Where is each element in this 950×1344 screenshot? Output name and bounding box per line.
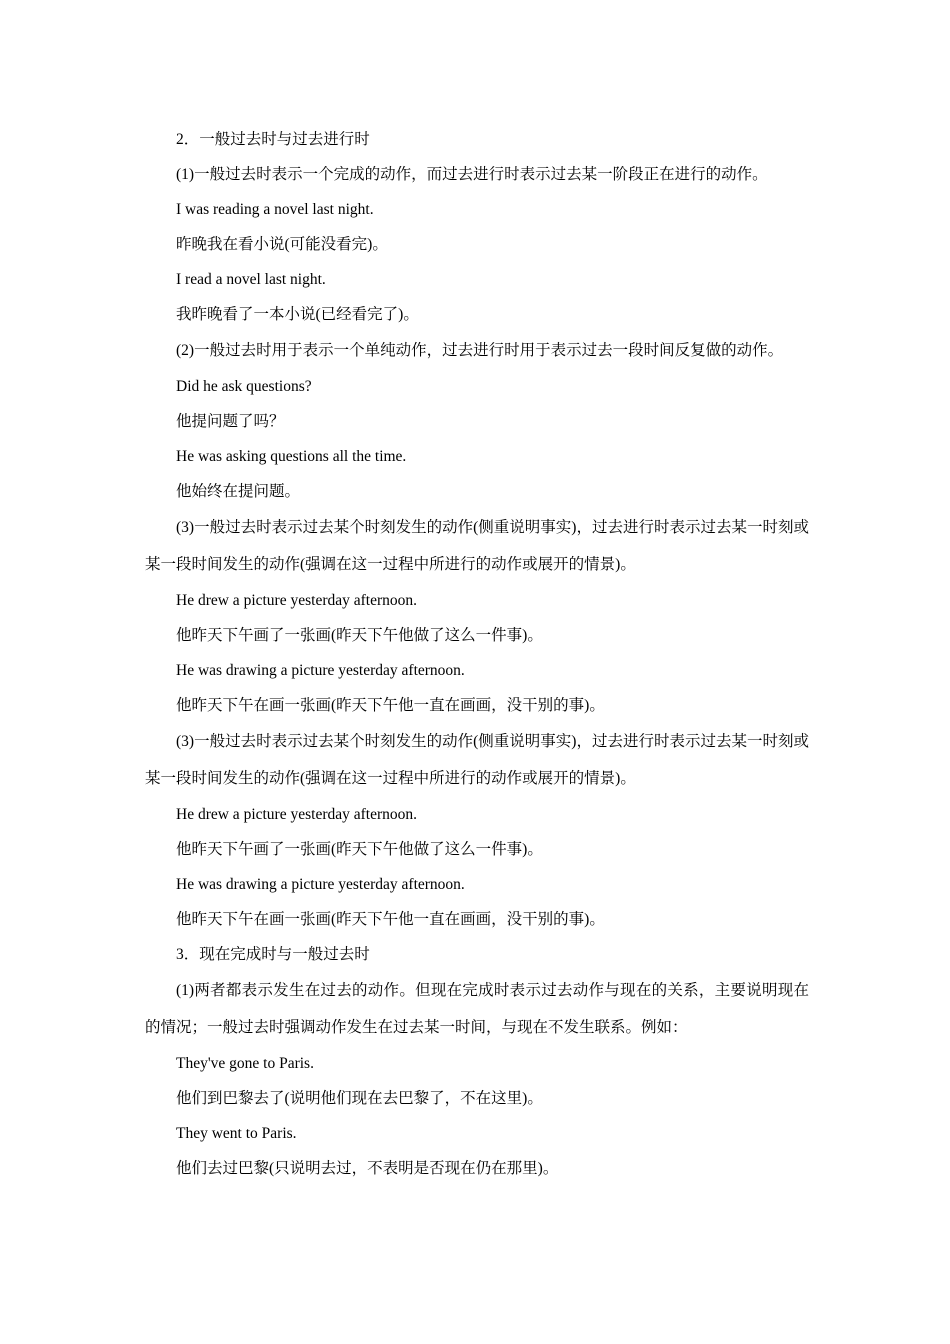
grammar-point: (2)一般过去时用于表示一个单纯动作，过去进行时用于表示过去一段时间反复做的动作。 <box>176 342 784 359</box>
example-english: I read a novel last night. <box>176 271 326 288</box>
example-chinese: 我昨晚看了一本小说(已经看完了)。 <box>176 306 419 323</box>
grammar-point: (1)两者都表示发生在过去的动作。但现在完成时表示过去动作与现在的关系，主要说明现在的情况；一般过去时强调动作发生在过去某一时间，与现在不发生联系。例如： <box>145 982 809 1036</box>
example-english: He drew a picture yesterday afternoon. <box>176 806 417 823</box>
example-chinese: 他昨天下午画了一张画(昨天下午他做了这么一件事)。 <box>176 841 543 858</box>
document-body <box>145 122 809 1186</box>
example-chinese: 他提问题了吗？ <box>176 413 285 430</box>
example-english: They went to Paris. <box>176 1125 297 1142</box>
example-english: He drew a picture yesterday afternoon. <box>176 592 417 609</box>
grammar-point: (1)一般过去时表示一个完成的动作，而过去进行时表示过去某一阶段正在进行的动作。 <box>176 166 768 183</box>
example-english: Did he ask questions? <box>176 378 312 395</box>
example-chinese: 他昨天下午在画一张画(昨天下午他一直在画画，没干别的事)。 <box>176 911 605 928</box>
section-heading: 2．一般过去时与过去进行时 <box>176 131 370 148</box>
example-chinese: 他们去过巴黎(只说明去过，不表明是否现在仍在那里)。 <box>176 1160 559 1177</box>
example-english: They've gone to Paris. <box>176 1055 314 1072</box>
example-chinese: 他昨天下午画了一张画(昨天下午他做了这么一件事)。 <box>176 627 543 644</box>
example-english: He was asking questions all the time. <box>176 448 407 465</box>
example-chinese: 他们到巴黎去了(说明他们现在去巴黎了，不在这里)。 <box>176 1090 543 1107</box>
example-english: He was drawing a picture yesterday afternoon. <box>176 662 465 679</box>
example-chinese: 昨晚我在看小说(可能没看完)。 <box>176 236 388 253</box>
example-chinese: 他昨天下午在画一张画(昨天下午他一直在画画，没干别的事)。 <box>176 697 605 714</box>
example-chinese: 他始终在提问题。 <box>176 483 301 500</box>
example-english: I was reading a novel last night. <box>176 201 374 218</box>
grammar-point: (3)一般过去时表示过去某个时刻发生的动作(侧重说明事实)，过去进行时表示过去某一时刻或某一段时间发生的动作(强调在这一过程中所进行的动作或展开的情景)。 <box>145 733 809 787</box>
grammar-point: (3)一般过去时表示过去某个时刻发生的动作(侧重说明事实)，过去进行时表示过去某一时刻或某一段时间发生的动作(强调在这一过程中所进行的动作或展开的情景)。 <box>145 519 809 573</box>
example-english: He was drawing a picture yesterday afternoon. <box>176 876 465 893</box>
section-heading: 3．现在完成时与一般过去时 <box>176 946 370 963</box>
